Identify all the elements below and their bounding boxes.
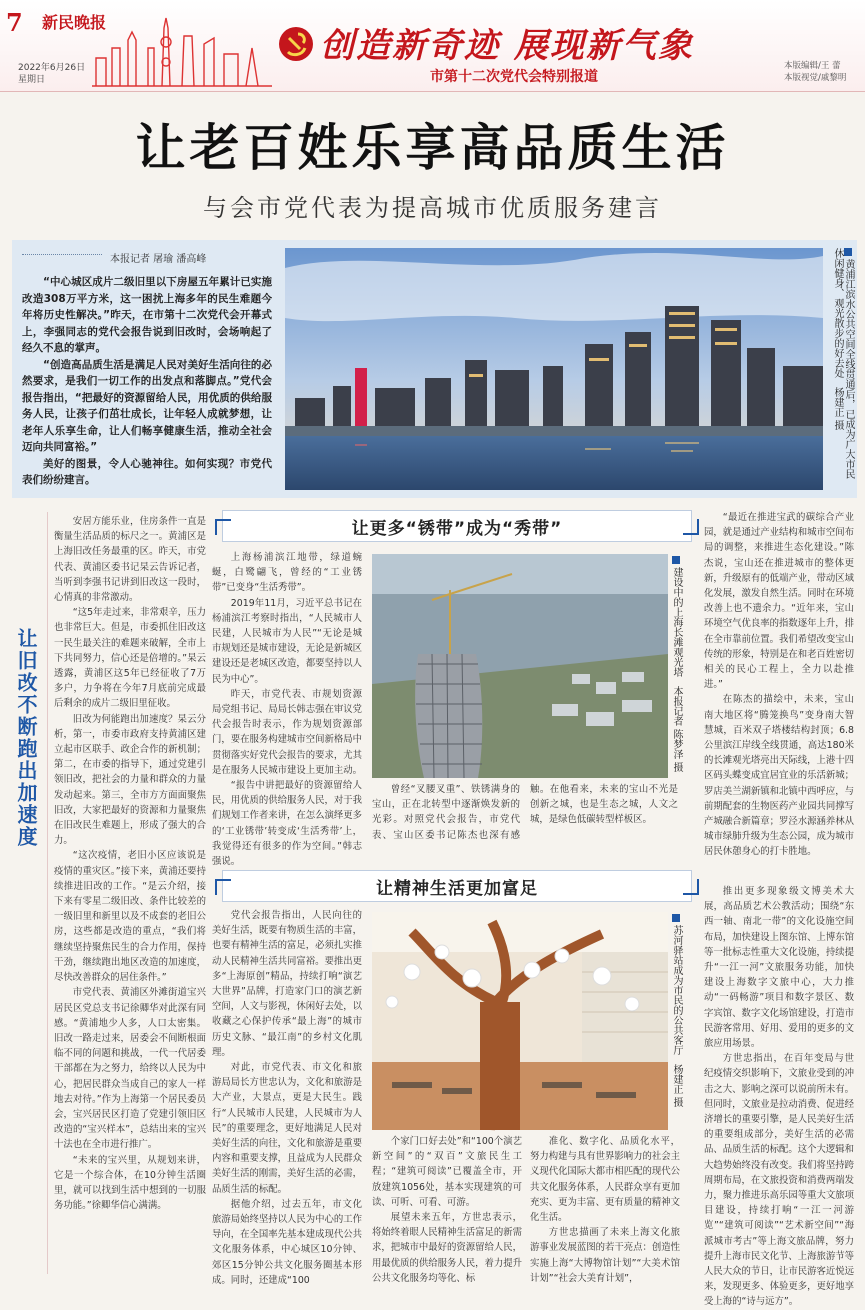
- left-rail: [8, 512, 48, 1274]
- party-emblem-icon: [278, 26, 314, 62]
- section-heading-rust-belt: 让更多“锈带”成为“秀带”: [222, 510, 692, 542]
- article-title: 让老百姓乐享高品质生活: [135, 119, 730, 177]
- issue-date: 2022年6月26日 星期日: [18, 63, 86, 85]
- divider: [22, 254, 102, 255]
- skyline-icon: [92, 18, 272, 88]
- section2-column-b: 个家门口好去处”和“100个演艺新空间”的“双百”文旅民生工程；“建筑可阅读”已覆盖全市，开放建筑1056处，基本实现建筑的可读、可听、可看、可游。 展望未来五年，方世忠表示，将始终着眼人民精神生活富足的新需求，把城市中最好的资源留给人民，用最优质的供给服务人民，着力提升公共文化服务均等化、标: [372, 1136, 523, 1284]
- side-headline: 让旧改不断跑出加速度: [14, 628, 38, 848]
- photo-changtan-tower: [372, 554, 668, 778]
- masthead: [0, 0, 865, 92]
- paper-logo: 新民晚报: [42, 13, 107, 32]
- section1-column-a: 上海杨浦滨江地带，绿道蜿蜒，白鹭翩飞，曾经的“工业锈带”已变身“生活秀带”。 2019年11月，习近平总书记在杨浦滨江考察时指出，“人民城市人民建，人民城市为人民”“无论是城市规划还是城市建设，无论是新城区建设还是老城区改造，都要坚持以人民为中心”。 昨天，市党代表、市规划资源局党组书记、局局长韩志强在审议党代会报告时表示，作为规划资源部门，要在服务构建城市空间新格局中贯彻落实好党代会报告的要求，尤其是在服务人民城市建设上更加主动。 “报告中讲把最好的资源留给人民，用优质的供给服务人民，对于我们规划工作者来讲，在怎么演绎更多的‘工业锈带’转变成‘生活秀带’上，我觉得还有很多的作为空间。”韩志强说。: [212, 552, 363, 868]
- section2-column-c: 准化、数字化、品质化水平，努力构建与具有世界影响力的社会主义现代化国际大都市相匹配的现代公共文化服务体系，人民群众享有更加充实、更为丰富、更有质量的精神文化生活。 方世忠描画了未来上海文化旅游事业发展蓝图的若干亮点：创造性实施上海“大博物馆计划”“大美术馆计划”“社会大美育计划”，: [530, 1136, 681, 1284]
- caption-marker-icon: [672, 556, 680, 564]
- article-subtitle: 与会市党代表为提高城市优质服务建言: [203, 194, 662, 222]
- photo-suhe-station: [372, 912, 668, 1130]
- caption-marker-icon: [672, 914, 680, 922]
- photo-caption-tower: 建设中的上海长滩观光塔 本报记者 陈梦泽 摄: [670, 556, 682, 776]
- hero-caption: 黄浦江滨水公共空间全线贯通后，已成为广大市民休闲健身、观光散步的好去处 杨建正 摄: [832, 248, 854, 480]
- section1-column-c: “最近在推进宝武的碳综合产业园，就是通过产业结构和城市空间布局的调整，来推进生态化建设。”陈杰说，宝山还在推进城市的整体更新，升级原有的低端产业，带动区域化发展，激发自然生活。同时在环境改善上也不遗余力。“近年来，宝山环境空气优良率的指数逐年上升，排在全市靠前位置。我们希望改变宝山传统的形象，特别是在和老百姓密切相关的民心工程上，全力以赴推进。” 在陈杰的描绘中，未来，宝山南大地区将“腾笼换鸟”变身南大智慧城，百米双子塔楼结构封顶；6.8公里滨江岸线全线贯通，高达180米的长滩观光塔亮出天际线，上港十四区码头蝶变成宜居宜业的乐活新城；罗店美兰湖新镇和北镇中西呼应，与前期配套的生物医药产业园共同撑写产城融合新篇章；罗泾水源涵养林从城市绿肺升级为生态公园，成为城市居民休憩身心的打卡胜地。: [704, 512, 855, 858]
- banner-title: 创造新奇迹 展现新气象: [320, 26, 694, 66]
- section2-column-d: 推出更多现象级文博美术大展，高品质艺术公教活动；围绕“东西一轴、南北一带”的文化设施空间布局，加快建设上图东馆、上博东馆等一批标志性重大文化设施，持续提升“一江一河”文旅服务功能，加快建设上海数字文旅中心，大力推动“一码畅游”项目和数字景区、数字宾馆、数字文化场馆建设，打造市民游客常用、好用、爱用的更多的文旅应用场景。 方世忠指出，在百年变局与世纪疫情交织影响下，文旅业受到的冲击之大、影响之深可以说前所未有。但同时，文旅业是拉动消费、促进经济增长的重要引擎，是人民美好生活的重要组成部分，美好生活的必需品、品质生活的标配。这个大逻辑和大趋势始终没有改变。我们将坚持跨周期布局，在文旅投资和消费两端发力，聚力推进乐高乐园等重大文旅项目建设，持续打响“一江一河游览”“建筑可阅读”“艺术新空间”“海派城市考古”等上海文旅品牌，努力提升上海市民文化节、上海旅游节等人民大众的节日，让市民游客近悦远来，发现更多、体验更多，更好地享受上海的“诗与远方”。: [704, 886, 855, 1308]
- section2-column-a: 党代会报告指出，人民向往的美好生活，既要有物质生活的丰富，也要有精神生活的富足，必须扎实推动人民精神生活共同富裕。要推出更多“上海原创”精品，持续打响“演艺大世界”品牌，打造家门口的演艺新空间，人文与影视，休闲好去处，以收藏之心保护传承“最上海”的城市历史文脉、“最江南”的乡村文化肌理。 对此，市党代表、市文化和旅游局局长方世忠认为，文化和旅游是大产业，大景点，更是大民生。践行“人民城市人民建，人民城市为人民”的重要理念，更好地满足人民对美好生活的向往，文化和旅游是重要内容和重要支撑，且益成为人民群众美好生活的刚需，美好生活的必需，品质生活的标配。 据他介绍，过去五年，市文化旅游局始终坚持以人民为中心的工作导向，在全国率先基本建成现代公共文化服务体系，中心城区10分钟、郊区15分钟公共文化服务圈基本形成。同时，还建成“100: [212, 910, 363, 1286]
- left-rail-column: 安居方能乐业，住房条件一直是衡量生活品质的标尺之一。黄浦区是上海旧改任务最重的区。昨天，市党代表、黄浦区委书记杲云告诉记者，当听到李强书记讲到旧改这一段时，心情真的非常激动。 “这5年走过来，非常艰辛，压力也非常巨大。但是，市委抓住旧改这一民生最关注的难题来破解，全市上下共同努力，信心还是倍增的。”杲云透露，黄浦区这5年已经征收了7万多户，力争将在今年7月底前完成最后剩余的成片二级旧里征收。 旧改为何能跑出加速度？杲云分析，第一，市委市政府支持黄浦区建立起市区联手、政企合作的新机制；第二，在市委的指导下，通过党建引领旧改，把社会的力量和群众的力量发动起来。第三，全市方方面面聚焦旧改，大家把最好的资源和力量聚焦在旧改民生难题上，形成了强大的合力。 “这次疫情，老旧小区应该说是疫情的重灾区。”接下来，黄浦还要持续推进旧改的工作。“是云介绍，接下来有零星二级旧改、条件比较差的一级旧里和新里以及不成套的老旧公房，这些都是改造的重点，“我们将继续坚持聚焦民生的合力作用，保持干劲，继续跑出地区改造的加速度，尽快改善群众的居住条件。” 市党代表、黄浦区外滩街道宝兴居民区党总支书记徐卿华对此深有同感。“黄浦地少人多，人口太密集。旧改一路走过来，居委会不间断根面临不同的问题和挑战，一代一代居委干部都在为之努力，给终以人民为中心，把居民群众当成自己的家人一样地去对待。”作为上海第一个居民委员会，宝兴居民区打造了党建引领旧区改造的“宝兴样本”，总结出来的宝兴十法也在全市进行推广。 “未来的宝兴里，从规划来讲，它是一个综合体，在10分钟生活圈里，就可以找到生活中想到的一切服务功能。”徐卿华信心满满。: [54, 516, 206, 1212]
- section-heading-spiritual-life: 让精神生活更加富足: [222, 870, 692, 902]
- lead-paragraphs: “中心城区成片二级旧里以下房屋五年累计已实施改造308万平方米，这一困扰上海多年的民生难题今年将历史性解决。”昨天，在市第十二次党代会开幕式上，李强同志的党代会报告说到旧改时，会场响起了经久不息的掌声。 “创造高品质生活是满足人民对美好生活向往的必然要求，是我们一切工作的出发点和落脚点。”党代会报告指出，“把最好的资源留给人民，用优质的供给服务人民，让孩子们茁壮成长，让年轻人成就梦想，让老年人乐享生命，让人们畅享健康生活，推动全社会迈向共同富裕。” 美好的图景，令人心驰神往。如何实现？市党代表们纷纷建言。: [22, 276, 272, 486]
- photo-caption-suhe: 苏河驿站成为市民的公共客厅 杨建正 摄: [670, 914, 682, 1128]
- banner-subtitle: 市第十二次党代会特别报道: [430, 69, 598, 85]
- byline: 本报记者 屠瑜 潘高峰: [110, 254, 207, 265]
- editor-credits: 本版编辑/王 蕾 本版视觉/戚黎明: [784, 61, 847, 83]
- hero-photo-huangpu-river: [285, 248, 823, 490]
- caption-marker-icon: [844, 248, 852, 256]
- section1-column-b: 曾经“叉腰叉重”、铁锈满身的宝山，正在北转型中逐渐焕发新的光彩。对照党代会报告，市党代表、宝山区委书记陈杰也深有感触。在他看来，未来的宝山不光是创新之城，也是生态之城，人文之城，是绿色低碳转型样板区。: [372, 784, 678, 841]
- page-number: 7: [6, 8, 23, 37]
